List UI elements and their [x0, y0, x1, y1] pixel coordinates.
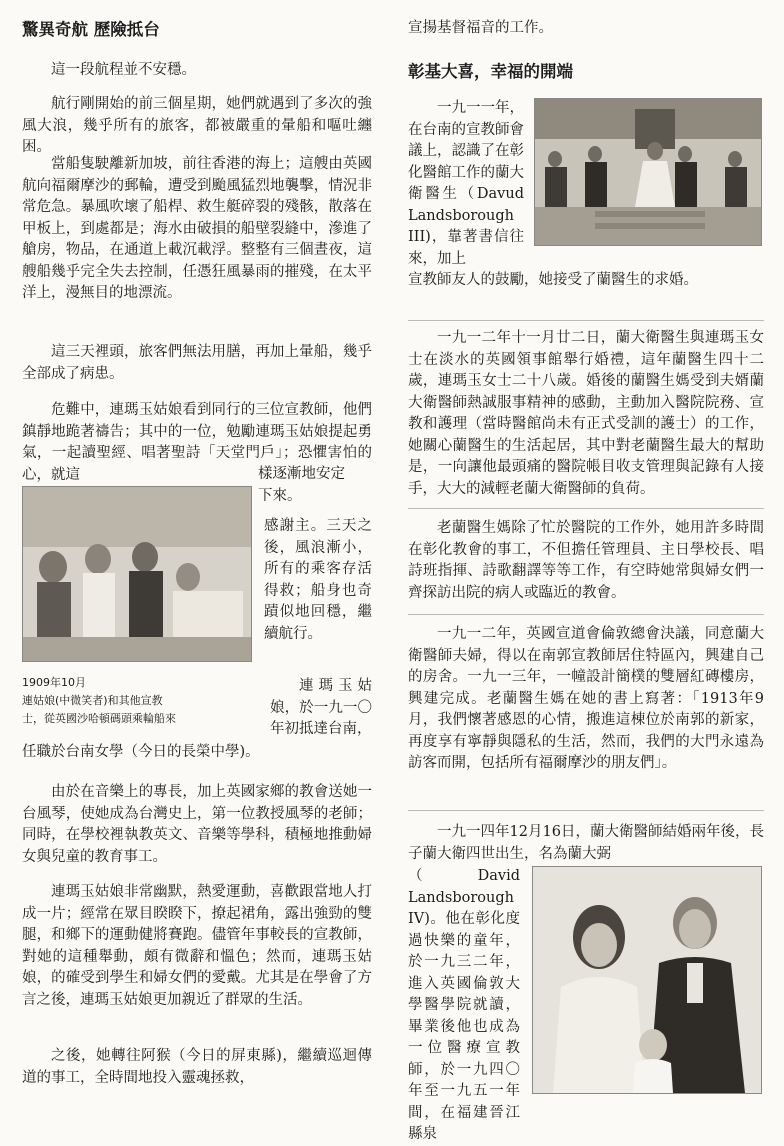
caption-line-2: 連姑娘(中微笑者)和其他宣教 [22, 694, 163, 707]
paragraph-r5-cont: （David Landsborough IV)。他在彰化度過快樂的童年，於一九三二年，進入英國倫敦大學醫學院就讀，畢業後他也成為一位醫療宣教師，於一九四〇年至一九五一年間，在福建晉江縣泉 [408, 868, 520, 1142]
paragraph-6: 感謝主。三天之後，風浪漸小，所有的乘客存活得救；船身也奇蹟似地回穩，繼續航行。 [264, 518, 372, 642]
paragraph-10: 之後，她轉往阿猴（今日的屏東縣)，繼續巡迴傳道的事工，全時間地投入靈魂拯救， [22, 1048, 372, 1086]
section-heading-voyage: 驚異奇航 歷險抵台 [22, 20, 160, 39]
divider [408, 810, 764, 811]
paragraph-8: 由於在音樂上的專長，加上英國家鄉的教會送她一台風琴，使她成為台灣史上，第一位教授風琴的老師；同時，在學校裡執教英文、音樂等學科，積極地推動婦女與兒童的教育事工。 [22, 784, 372, 865]
ship-passengers-photo [22, 486, 252, 662]
caption-date: 1909年10月 [22, 676, 86, 689]
caption-line-3: 士，從英國沙哈頓碼頭乘輪船來 [22, 712, 176, 725]
paragraph-7: 連瑪玉姑娘，於一九一〇年初抵達台南， [270, 678, 372, 737]
divider [408, 614, 764, 615]
photo-caption [22, 674, 262, 728]
paragraph-r2: 一九一二年十一月廿二日，蘭大衛醫生與連瑪玉女士在淡水的英國領事館舉行婚禮，這年蘭醫生四十二歲，連瑪玉女士二十八歲。婚後的蘭醫生媽受到夫婿蘭大衛醫師熱誠服事精神的感動，主動加入醫院院務、宣教和護理（當時醫館尚未有正式受訓的護士）的工作，她關心蘭醫生的生活起居，其中對老蘭醫生最大的幫助是，一向讓他最頭痛的醫院帳目收支管理與記錄有人接手，大大的減輕老蘭大衛醫師的負荷。 [408, 330, 764, 497]
divider [408, 508, 764, 509]
paragraph-3: 當船隻駛離新加坡，前往香港的海上；這艘由英國航向福爾摩沙的郵輪，遭受到颱風猛烈地襲擊，情況非常危急。暴風吹壞了船桿、救生艇碎裂的殘骸，散落在甲板上，到處都是；海水由破損的船壁裂縫中，滲進了艙房，物品，在通道上載沉載浮。整整有三個晝夜，這艘船幾乎完全失去控制，任憑狂風暴雨的摧殘，在太平洋上，漫無目的地漂流。 [22, 156, 372, 301]
paragraph-5-cont: 樣逐漸地安定 [258, 466, 345, 482]
paragraph-r1-end: 宣教師友人的鼓勵，她接受了蘭醫生的求婚。 [408, 272, 698, 288]
paragraph-5: 危難中，連瑪玉姑娘看到同行的三位宣教師，他們鎮靜地跪著禱告；其中的一位，勉勵連瑪玉姑娘提起勇氣，一起讀聖經、唱著聖詩「天堂門戶」；恐懼害怕的心，就這 [22, 402, 372, 483]
divider [408, 320, 764, 321]
paragraph-5-end: 下來。 [258, 488, 302, 504]
paragraph-2: 航行剛開始的前三個星期，她們就遇到了多次的強風大浪，幾乎所有的旅客，都被嚴重的暈船和嘔吐纏困。 [22, 96, 372, 155]
paragraph-r4: 一九一二年，英國宣道會倫敦總會決議，同意蘭大衛醫師夫婦，得以在南郭宣教師居住特區內，興建自己的房舍。一九一三年，一幢設計簡樸的雙層紅磚樓房，興建完成。老蘭醫生媽在她的書上寫著：「1913年9月，我們懷著感恩的心情，搬進這棟位於南郭的新家，再度享有寧靜與隱私的生活，然而，我們的大門永遠為訪客而開，包括所有福爾摩沙的朋友們」。 [408, 626, 764, 771]
family-photo-image [533, 867, 761, 1093]
paragraph-r1: 一九一一年，在台南的宣教師會議上，認識了在彰化醫館工作的蘭大衛醫生（Davud Landsborough III)，靠著書信往來，加上 [408, 100, 524, 267]
wedding-photo [534, 98, 762, 246]
paragraph-r5: 一九一四年12月16日，蘭大衛醫師結婚兩年後，長子蘭大衛四世出生，名為蘭大弼 [408, 824, 764, 862]
paragraph-r3: 老蘭醫生媽除了忙於醫院的工作外，她用許多時間在彰化教會的事工，不但擔任管理員、主日學校長、唱詩班指揮、詩歌翻譯等等工作，有空時她常與婦女們一齊探訪出院的病人或臨近的教會。 [408, 520, 764, 601]
paragraph-continuation: 宣揚基督福音的工作。 [408, 20, 553, 36]
section-heading-wedding: 彰基大喜，幸福的開端 [408, 62, 573, 81]
ship-photo-image [23, 487, 251, 661]
paragraph-7-end: 任職於台南女學（今日的長榮中學)。 [22, 744, 260, 760]
paragraph-9: 連瑪玉姑娘非常幽默，熱愛運動，喜歡跟當地人打成一片；經常在眾目睽睽下，撩起裙角，露出強勁的雙腿，和鄉下的運動健將賽跑。儘管年事較長的宣教師，對她的這種舉動，頗有微辭和慍色；然而，連瑪玉姑娘，的確受到學生和婦女們的愛戴。尤其是在學會了方言之後，連瑪玉姑娘更加親近了群眾的生活。 [22, 884, 372, 1008]
wedding-photo-image [535, 99, 761, 245]
paragraph-4: 這三天裡頭，旅客們無法用膳，再加上暈船，幾乎全部成了病患。 [22, 344, 372, 382]
family-photo [532, 866, 762, 1094]
paragraph-1: 這一段航程並不安穩。 [51, 62, 196, 78]
